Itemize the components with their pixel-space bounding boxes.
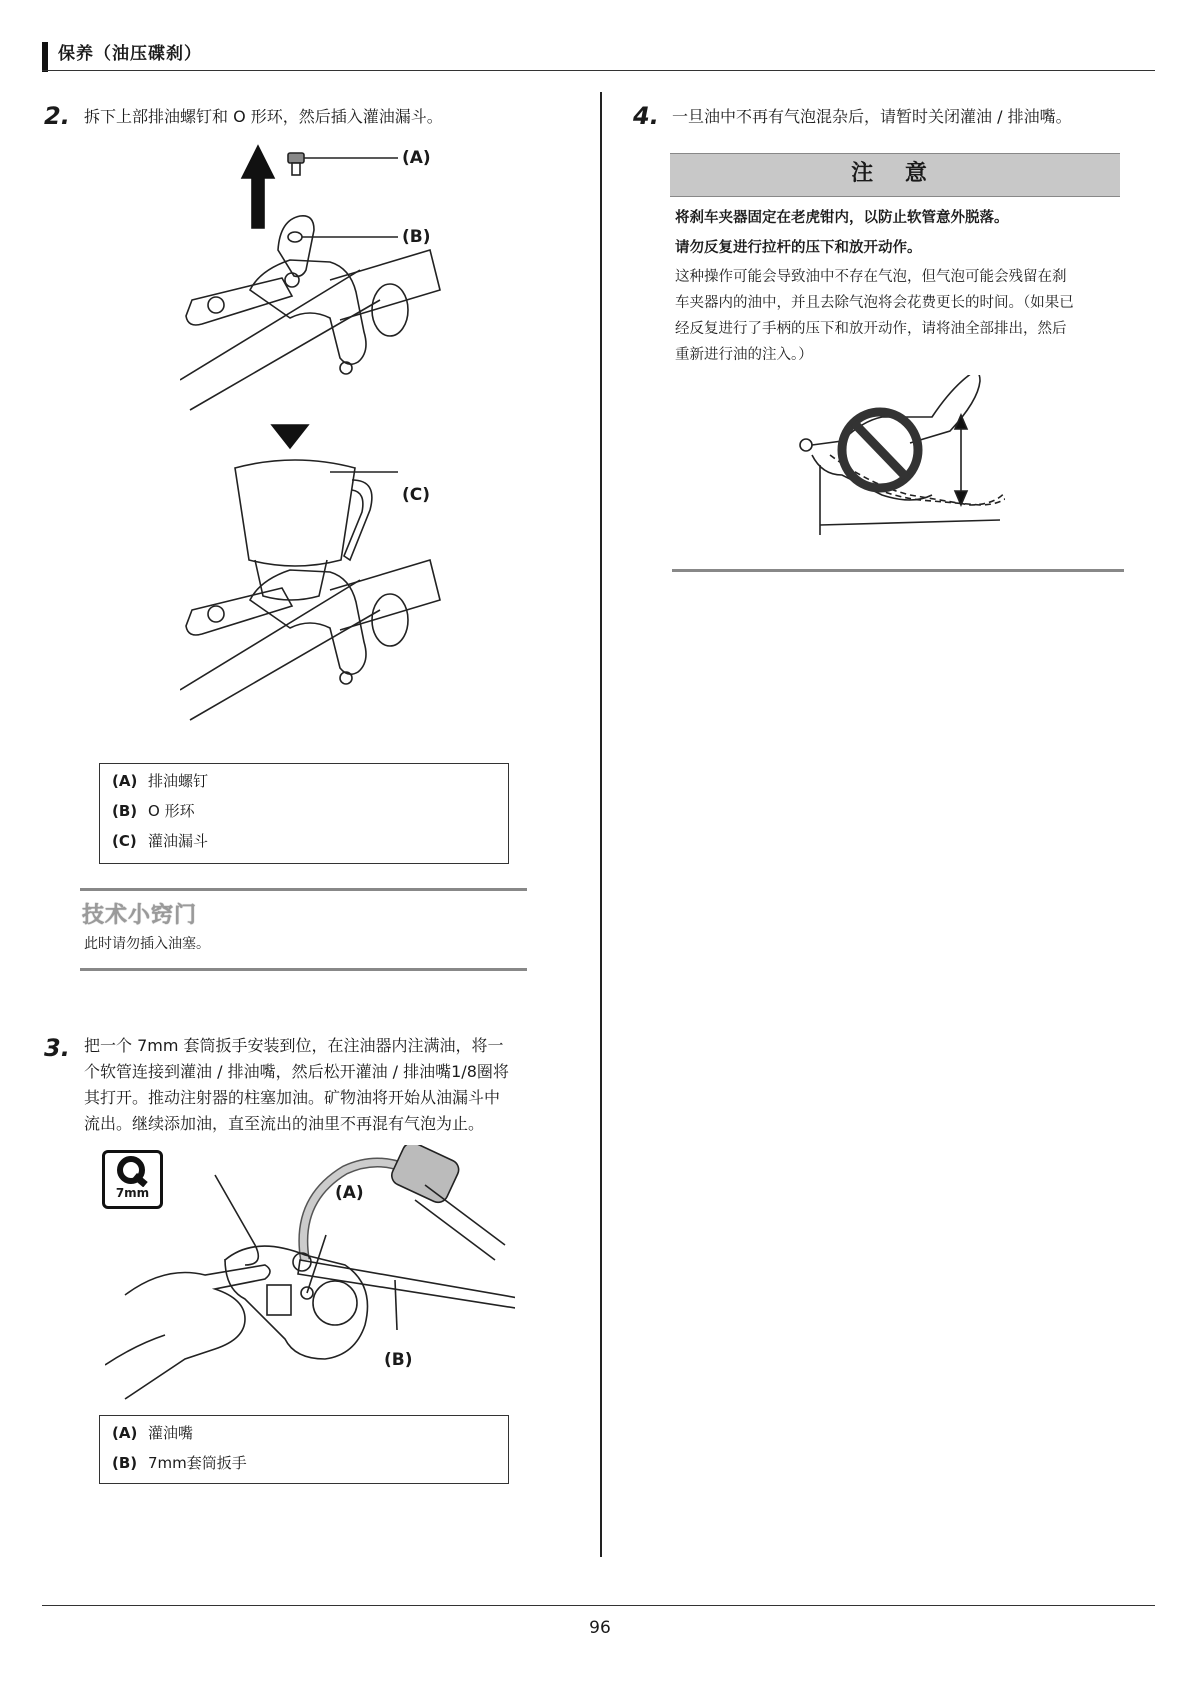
label-a: (A) — [335, 1183, 364, 1203]
tip-title: 技术小窍门 — [82, 903, 198, 928]
step-3-line: 其打开。推动注射器的柱塞加油。矿物油将开始从油漏斗中 — [84, 1088, 501, 1107]
page-number: 96 — [589, 1618, 611, 1638]
footer-divider — [42, 1605, 1155, 1606]
label-a: (A) — [402, 148, 431, 168]
label-c: (C) — [402, 485, 431, 505]
step-2-number: 2. — [44, 102, 70, 130]
step-4-number: 4. — [633, 102, 659, 130]
step-3-line: 个软管连接到灌油 / 排油嘴，然后松开灌油 / 排油嘴1/8圈将 — [84, 1062, 509, 1081]
prohibited-icon — [842, 412, 918, 488]
column-divider — [600, 92, 602, 1557]
tip-top-rule — [80, 888, 527, 891]
legend-row: (A) 灌油嘴 — [112, 1424, 194, 1442]
label-b: (B) — [384, 1350, 413, 1370]
header-accent-bar — [42, 42, 48, 72]
page-header-title: 保养（油压碟刹） — [58, 44, 202, 64]
caution-body-line: 重新进行油的注入。） — [675, 347, 813, 363]
caution-body-line: 车夹器内的油中，并且去除气泡将会花费更长的时间。（如果已 — [675, 295, 1074, 311]
step-3-line: 流出。继续添加油，直至流出的油里不再混有气泡为止。 — [84, 1114, 485, 1133]
caution-bold-line: 请勿反复进行拉杆的压下和放开动作。 — [675, 240, 922, 256]
step-2-illustration — [180, 140, 480, 760]
label-b: (B) — [402, 227, 431, 247]
caution-body-line: 这种操作可能会导致油中不存在气泡，但气泡可能会残留在刹 — [675, 269, 1067, 285]
legend-row: (B) O 形环 — [112, 802, 195, 820]
legend-row: (A) 排油螺钉 — [112, 772, 209, 790]
step-2-text: 拆下上部排油螺钉和 O 形环，然后插入灌油漏斗。 — [84, 107, 443, 126]
step-4-text: 一旦油中不再有气泡混杂后，请暂时关闭灌油 / 排油嘴。 — [672, 107, 1072, 126]
step-3-line: 把一个 7mm 套筒扳手安装到位，在注油器内注满油，将一 — [84, 1036, 504, 1055]
tip-text: 此时请勿插入油塞。 — [84, 936, 210, 952]
legend-row: (C) 灌油漏斗 — [112, 832, 209, 850]
tool-badge-label: 7mm — [115, 1186, 150, 1200]
step-3-illustration — [105, 1145, 515, 1410]
caution-bold-line: 将刹车夹器固定在老虎钳内，以防止软管意外脱落。 — [675, 210, 1009, 226]
header-divider — [42, 70, 1155, 71]
caution-body-line: 经反复进行了手柄的压下和放开动作，请将油全部排出，然后 — [675, 321, 1067, 337]
step-3-legend — [99, 1415, 509, 1484]
up-arrow-icon — [242, 146, 274, 228]
caution-title: 注 意 — [851, 161, 939, 186]
step-3-number: 3. — [44, 1034, 70, 1062]
caution-body — [675, 264, 1127, 368]
caution-bottom-rule — [672, 569, 1124, 572]
legend-row: (B) 7mm套筒扳手 — [112, 1454, 247, 1472]
step-2-legend — [99, 763, 509, 864]
tip-bottom-rule — [80, 968, 527, 971]
lever-pump-prohibited-illustration — [790, 375, 1005, 550]
